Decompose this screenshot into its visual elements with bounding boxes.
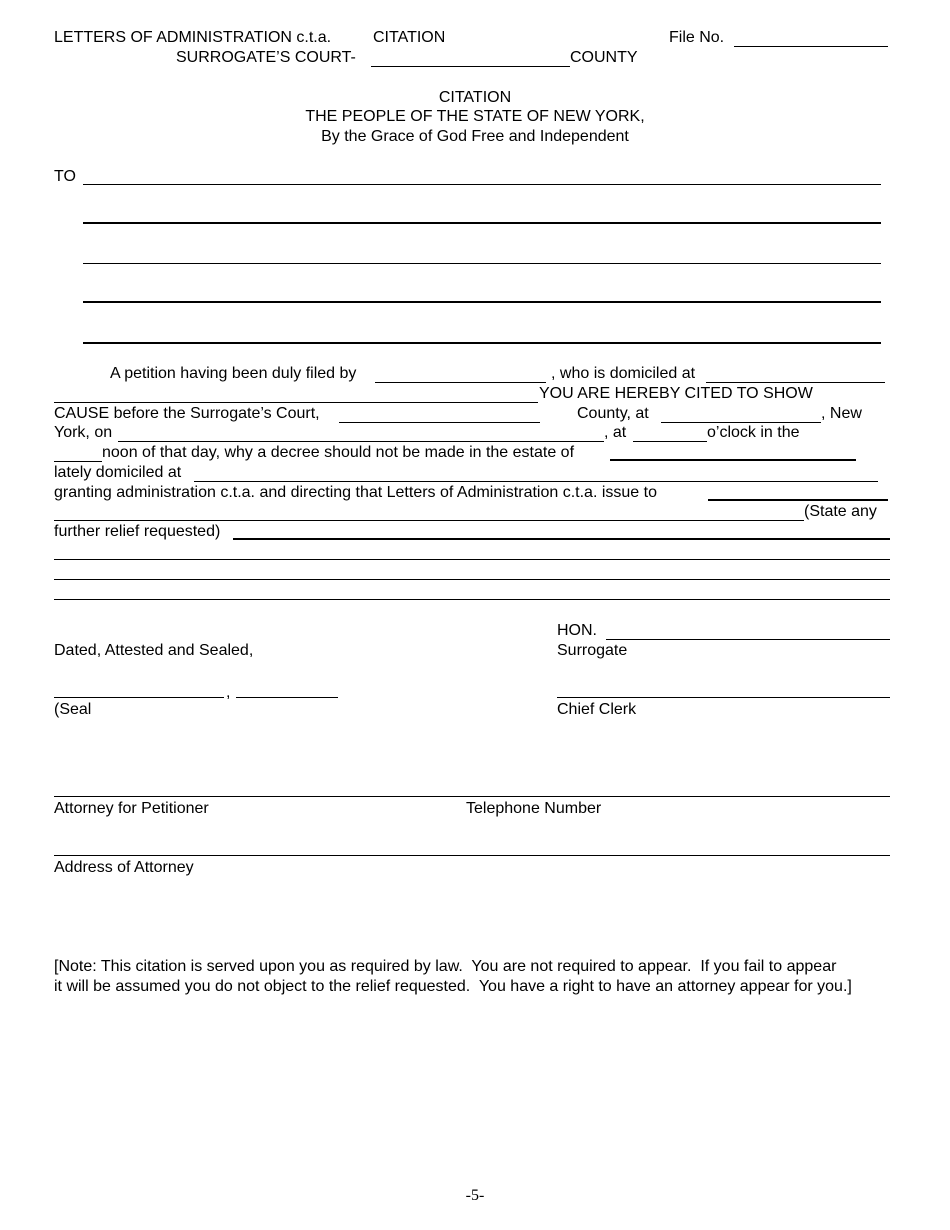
to-line-5[interactable] bbox=[83, 342, 881, 344]
address-label: Address of Attorney bbox=[54, 859, 194, 876]
note-line-2: it will be assumed you do not object to the relief requested. You have a right to have an attorney appear for you.] bbox=[54, 978, 852, 995]
petition-county-at: County, at bbox=[577, 405, 649, 422]
surrogate-name-field[interactable] bbox=[606, 639, 890, 640]
form-title: LETTERS OF ADMINISTRATION c.t.a. bbox=[54, 29, 332, 46]
to-line-2[interactable] bbox=[83, 222, 881, 224]
decedent-domicile-field[interactable] bbox=[194, 481, 878, 482]
hearing-date-field[interactable] bbox=[118, 441, 604, 442]
to-line-3[interactable] bbox=[83, 263, 881, 264]
page-number: -5- bbox=[465, 1187, 485, 1204]
further-relief-line-3[interactable] bbox=[54, 599, 890, 600]
form-type: CITATION bbox=[373, 29, 446, 46]
attorney-label: Attorney for Petitioner bbox=[54, 800, 209, 817]
petitioner-field[interactable] bbox=[375, 382, 546, 383]
year-field[interactable] bbox=[236, 697, 338, 698]
petition-state-any: (State any bbox=[804, 503, 877, 520]
court-suffix: COUNTY bbox=[570, 49, 638, 66]
issue-to-field[interactable] bbox=[708, 499, 888, 501]
petition-york-on: York, on bbox=[54, 424, 113, 441]
petition-filed-by: A petition having been duly filed by bbox=[110, 365, 357, 382]
attorney-address-line[interactable] bbox=[54, 855, 890, 856]
further-relief-line-2[interactable] bbox=[54, 579, 890, 580]
court-prefix: SURROGATE’S COURT- bbox=[176, 49, 356, 66]
issue-to-field-2[interactable] bbox=[54, 520, 804, 521]
petition-further: further relief requested) bbox=[54, 523, 221, 540]
court-name-field[interactable] bbox=[339, 422, 540, 423]
petition-new: , New bbox=[821, 405, 862, 422]
file-no-label: File No. bbox=[669, 29, 725, 46]
file-no-field[interactable] bbox=[734, 46, 888, 47]
hearing-time-field[interactable] bbox=[633, 441, 707, 442]
caption-grace: By the Grace of God Free and Independent bbox=[321, 128, 629, 145]
chief-clerk-label: Chief Clerk bbox=[557, 701, 637, 718]
petitioner-domicile-field-2[interactable] bbox=[54, 402, 538, 403]
surrogate-label: Surrogate bbox=[557, 642, 628, 659]
further-relief-line-1[interactable] bbox=[54, 559, 890, 560]
petition-noon: noon of that day, why a decree should not be made in the estate of bbox=[102, 444, 575, 461]
telephone-label: Telephone Number bbox=[466, 800, 602, 817]
further-relief-field[interactable] bbox=[233, 538, 890, 540]
estate-name-field[interactable] bbox=[610, 459, 856, 461]
petition-cited: YOU ARE HEREBY CITED TO SHOW bbox=[539, 385, 813, 402]
petition-lately: lately domiciled at bbox=[54, 464, 182, 481]
date-comma: , bbox=[226, 684, 231, 701]
petition-granting: granting administration c.t.a. and directing that Letters of Administration c.t.a. issue to bbox=[54, 484, 657, 501]
seal-label: (Seal bbox=[54, 701, 92, 718]
to-label: TO bbox=[54, 168, 76, 185]
petition-cause-before: CAUSE before the Surrogate’s Court, bbox=[54, 405, 320, 422]
to-line-1[interactable] bbox=[83, 184, 881, 185]
petition-at: , at bbox=[604, 424, 627, 441]
dated-label: Dated, Attested and Sealed, bbox=[54, 642, 254, 659]
noon-field[interactable] bbox=[54, 461, 102, 462]
to-line-4[interactable] bbox=[83, 301, 881, 303]
note-line-1: [Note: This citation is served upon you as required by law. You are not required to appear. If you fail to appear bbox=[54, 958, 837, 975]
attorney-line[interactable] bbox=[54, 796, 890, 797]
caption-citation: CITATION bbox=[438, 89, 512, 106]
petitioner-domicile-field[interactable] bbox=[706, 382, 885, 383]
hon-label: HON. bbox=[557, 622, 597, 639]
date-field[interactable] bbox=[54, 697, 224, 698]
petition-domiciled-at: , who is domiciled at bbox=[551, 365, 696, 382]
court-county-field[interactable] bbox=[371, 66, 570, 67]
chief-clerk-signature-field[interactable] bbox=[557, 697, 890, 698]
petition-oclock: o’clock in the bbox=[707, 424, 800, 441]
caption-people: THE PEOPLE OF THE STATE OF NEW YORK, bbox=[305, 108, 645, 125]
